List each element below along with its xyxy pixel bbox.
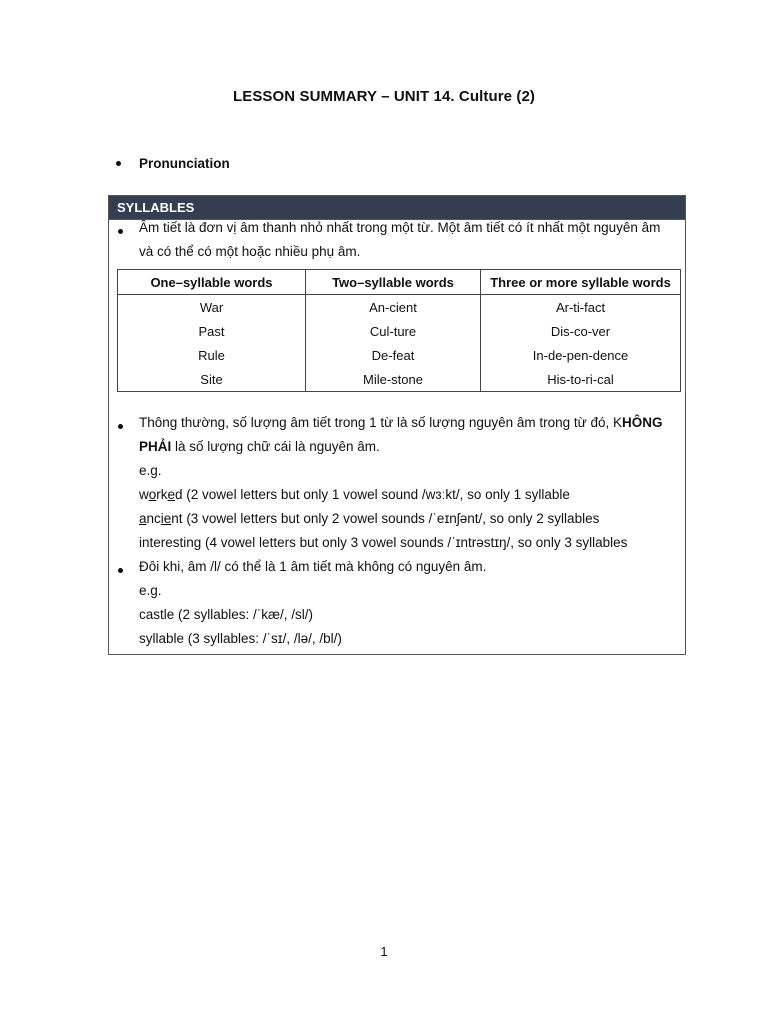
example-interesting: interesting (4 vowel letters but only 3 vowel sounds /ˈɪntrəstɪŋ/, so only 3 syllables	[139, 535, 628, 550]
rule-2-eg: e.g.	[139, 583, 162, 598]
table-cell: Site	[118, 367, 306, 392]
example-syllable: syllable (3 syllables: /ˈsɪ/, /lə/, /bl/)	[139, 631, 342, 646]
intro-line-1: Âm tiết là đơn vị âm thanh nhỏ nhất trong một từ. Một âm tiết có ít nhất một nguyên âm	[139, 220, 661, 235]
example-castle: castle (2 syllables: /ˈkæ/, /sl/)	[139, 607, 314, 622]
section-bullet-pronunciation	[116, 156, 230, 171]
syllables-header: SYLLABLES	[109, 196, 685, 220]
table-cell: His-to-ri-cal	[481, 367, 681, 392]
intro-line-2: và có thể có một hoặc nhiều phụ âm.	[139, 244, 361, 259]
syllables-box	[108, 195, 686, 655]
table-row	[118, 295, 681, 320]
column-header: Three or more syllable words	[481, 270, 681, 295]
bullet-icon	[118, 424, 123, 429]
example-worked: worked (2 vowel letters but only 1 vowel sound /wɜːkt/, so only 1 syllable	[139, 487, 570, 502]
example-ancient: ancient (3 vowel letters but only 2 vowel sounds /ˈeɪnʃənt/, so only 2 syllables	[139, 511, 600, 526]
bullet-icon	[118, 229, 123, 234]
table-cell: War	[118, 295, 306, 320]
rule-1-line-1: Thông thường, số lượng âm tiết trong 1 từ là số lượng nguyên âm trong từ đó, KHÔNG	[139, 415, 663, 430]
section-label: Pronunciation	[139, 156, 230, 171]
table-cell: An-cient	[306, 295, 481, 320]
column-header: Two–syllable words	[306, 270, 481, 295]
table-cell: De-feat	[306, 343, 481, 367]
table-cell: Dis-co-ver	[481, 319, 681, 343]
syllables-table	[117, 269, 681, 392]
bullet-icon	[116, 161, 121, 166]
rule-2-text: Đôi khi, âm /l/ có thể là 1 âm tiết mà không có nguyên âm.	[139, 559, 487, 574]
page-number: 1	[380, 944, 388, 959]
table-cell: Rule	[118, 343, 306, 367]
table-row	[118, 343, 681, 367]
table-header-row	[118, 270, 681, 295]
table-row	[118, 367, 681, 392]
table-cell: Cul-ture	[306, 319, 481, 343]
rule-1-line-2: PHẢI là số lượng chữ cái là nguyên âm.	[139, 439, 380, 454]
page-title: LESSON SUMMARY – UNIT 14. Culture (2)	[232, 88, 536, 105]
table-cell: Past	[118, 319, 306, 343]
column-header: One–syllable words	[118, 270, 306, 295]
rule-1-eg: e.g.	[139, 463, 162, 478]
table-cell: In-de-pen-dence	[481, 343, 681, 367]
bullet-icon	[118, 568, 123, 573]
table-cell: Mile-stone	[306, 367, 481, 392]
table-cell: Ar-ti-fact	[481, 295, 681, 320]
table-row	[118, 319, 681, 343]
